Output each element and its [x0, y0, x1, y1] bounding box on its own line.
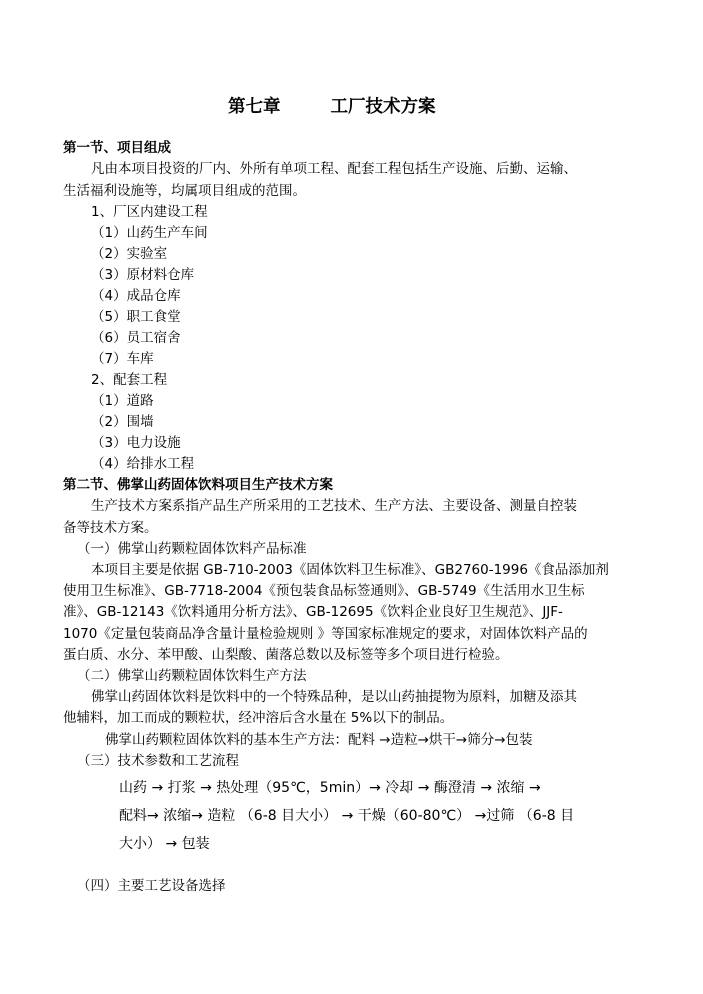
process-flow-line-3: 大小） → 包装: [119, 836, 210, 852]
group2-item: （2）围墙: [91, 414, 154, 430]
part2-method: 佛掌山药颗粒固体饮料的基本生产方法：配料 →造粒→烘干→筛分→包装: [105, 732, 533, 748]
part4-heading: （四）主要工艺设备选择: [77, 878, 226, 894]
group1-item: （2）实验室: [91, 246, 168, 262]
section2-intro-line-2: 备等技术方案。: [63, 520, 158, 536]
group1-item: （3）原材料仓库: [91, 267, 195, 283]
group2-item: （3）电力设施: [91, 435, 181, 451]
chapter-number: 第七章: [228, 97, 281, 117]
part1-line-3: 准》、GB-12143《饮料通用分析方法》、GB-12695《饮料企业良好卫生规范》、JJF-: [63, 604, 563, 620]
group2-item: （4）给排水工程: [91, 456, 195, 472]
section1-intro-line-2: 生活福利设施等，均属项目组成的范围。: [63, 183, 306, 199]
chapter-name: 工厂技术方案: [330, 97, 436, 117]
part1-line-2: 使用卫生标准》、GB-7718-2004《预包装食品标签通则》、GB-5749《生活用水卫生标: [63, 583, 585, 599]
chapter-title: [228, 93, 436, 118]
section1-heading: 第一节、项目组成: [63, 140, 171, 156]
part2-line-2: 他辅料，加工而成的颗粒状，经冲溶后含水量在 5%以下的制品。: [63, 710, 454, 726]
process-flow-line-1: 山药 → 打浆 → 热处理（95℃，5min）→ 冷却 → 酶澄清 → 浓缩 →: [119, 780, 541, 796]
group1-item: （1）山药生产车间: [91, 225, 208, 241]
part3-heading: （三）技术参数和工艺流程: [77, 753, 239, 769]
part1-line-1: 本项目主要是依据 GB-710-2003《固体饮料卫生标准》、GB2760-1996《食品添加剂: [91, 562, 609, 578]
group1-item: （6）员工宿舍: [91, 330, 181, 346]
group2-label: 2、配套工程: [91, 372, 168, 388]
group1-item: （5）职工食堂: [91, 309, 181, 325]
process-flow-line-2: 配料→ 浓缩→ 造粒 （6-8 目大小） → 干燥（60-80℃） →过筛 （6-8 目: [119, 808, 575, 824]
part2-line-1: 佛掌山药固体饮料是饮料中的一个特殊品种，是以山药抽提物为原料，加糖及添其: [91, 689, 577, 705]
group1-label: 1、厂区内建设工程: [91, 204, 208, 220]
part2-heading: （二）佛掌山药颗粒固体饮料生产方法: [77, 668, 307, 684]
group2-item: （1）道路: [91, 393, 154, 409]
section2-intro-line-1: 生产技术方案系指产品生产所采用的工艺技术、生产方法、主要设备、测量自控装: [91, 498, 577, 514]
part1-line-5: 蛋白质、水分、苯甲酸、山梨酸、菌落总数以及标签等多个项目进行检验。: [63, 647, 509, 663]
section2-heading: 第二节、佛掌山药固体饮料项目生产技术方案: [63, 477, 333, 493]
group1-item: （4）成品仓库: [91, 288, 181, 304]
part1-line-4: 1070《定量包装商品净含量计量检验规则 》等国家标准规定的要求，对固体饮料产品的: [63, 626, 588, 642]
section1-intro-line-1: 凡由本项目投资的厂内、外所有单项工程、配套工程包括生产设施、后勤、运输、: [91, 161, 577, 177]
part1-heading: （一）佛掌山药颗粒固体饮料产品标准: [77, 541, 307, 557]
group1-item: （7）车库: [91, 351, 154, 367]
